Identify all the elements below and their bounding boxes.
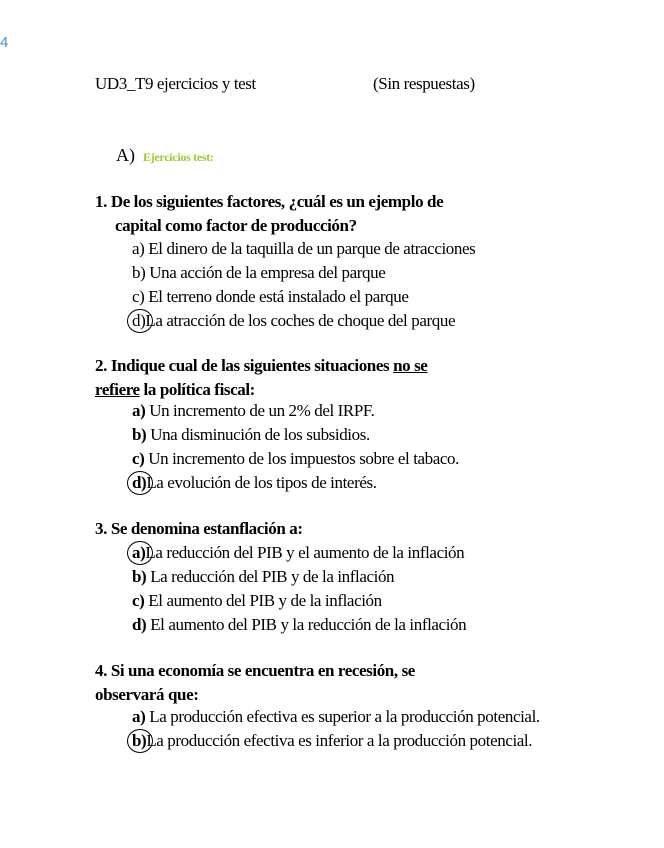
question-text: Si una economía se encuentra en recesión, se bbox=[110, 661, 415, 680]
option-letter: d) bbox=[132, 615, 147, 634]
option-text: El terreno donde está instalado el parque bbox=[148, 287, 409, 306]
option-letter: b) bbox=[132, 567, 147, 586]
question-number: 3. bbox=[95, 519, 107, 538]
option-3a[interactable] bbox=[132, 541, 582, 565]
option-letter: c) bbox=[132, 449, 145, 468]
option-text: Un incremento de un 2% del IRPF. bbox=[149, 401, 375, 420]
option-text: El aumento del PIB y la reducción de la inflación bbox=[150, 615, 467, 634]
option-letter: a) bbox=[132, 543, 146, 562]
question-3 bbox=[95, 517, 575, 541]
page-number: 4 bbox=[0, 34, 9, 51]
option-letter: c) bbox=[132, 287, 145, 306]
option-letter: a) bbox=[132, 707, 146, 726]
question-text-cont: capital como factor de producción? bbox=[115, 216, 357, 235]
option-text: La evolución de los tipos de interés. bbox=[146, 473, 377, 492]
option-text: La atracción de los coches de choque del parque bbox=[145, 311, 456, 330]
option-text: La producción efectiva es superior a la producción potencial. bbox=[149, 707, 540, 726]
document-header bbox=[95, 74, 475, 94]
option-text: La reducción del PIB y el aumento de la inflación bbox=[145, 543, 465, 562]
answer-circle-mark bbox=[127, 541, 153, 565]
options-q3 bbox=[132, 541, 582, 637]
option-letter: b) bbox=[132, 263, 146, 282]
option-text: El aumento del PIB y de la inflación bbox=[148, 591, 382, 610]
answer-circle-mark bbox=[127, 729, 153, 753]
question-text: Indique cual de las siguientes situaciones bbox=[110, 356, 394, 375]
question-text: De los siguientes factores, ¿cuál es un ejemplo de bbox=[110, 192, 444, 211]
question-underlined-2: refiere bbox=[95, 380, 140, 399]
option-letter: d) bbox=[132, 311, 146, 330]
question-1 bbox=[95, 190, 575, 238]
option-1a[interactable] bbox=[132, 237, 582, 261]
question-text-end: la política fiscal: bbox=[139, 380, 255, 399]
option-2d[interactable] bbox=[132, 471, 582, 495]
options-q1 bbox=[132, 237, 582, 333]
option-4a[interactable] bbox=[132, 705, 582, 729]
option-letter: b) bbox=[132, 731, 147, 750]
question-text: Se denomina estanflación a: bbox=[110, 519, 303, 538]
option-text: Una disminución de los subsidios. bbox=[150, 425, 370, 444]
answer-circle-mark bbox=[127, 309, 153, 333]
question-underlined: no se bbox=[393, 356, 428, 375]
option-text: Un incremento de los impuestos sobre el tabaco. bbox=[148, 449, 460, 468]
question-2 bbox=[95, 354, 575, 402]
option-text: Una acción de la empresa del parque bbox=[149, 263, 386, 282]
section-letter: A) bbox=[116, 145, 135, 165]
question-number: 2. bbox=[95, 356, 107, 375]
option-2c[interactable] bbox=[132, 447, 582, 471]
option-letter: c) bbox=[132, 591, 145, 610]
option-2a[interactable] bbox=[132, 399, 582, 423]
option-text: La producción efectiva es inferior a la producción potencial. bbox=[146, 731, 533, 750]
option-3d[interactable] bbox=[132, 613, 582, 637]
question-4 bbox=[95, 659, 575, 707]
option-letter: d) bbox=[132, 473, 147, 492]
header-title: UD3_T9 ejercicios y test bbox=[95, 74, 256, 93]
header-subtitle: (Sin respuestas) bbox=[373, 74, 475, 93]
option-text: El dinero de la taquilla de un parque de atracciones bbox=[148, 239, 476, 258]
option-2b[interactable] bbox=[132, 423, 582, 447]
question-text-cont: observará que: bbox=[95, 685, 199, 704]
options-q2 bbox=[132, 399, 582, 495]
option-4b[interactable] bbox=[132, 729, 582, 753]
question-number: 1. bbox=[95, 192, 107, 211]
section-heading bbox=[116, 145, 214, 166]
options-q4 bbox=[132, 705, 582, 753]
answer-circle-mark bbox=[127, 471, 153, 495]
option-1d[interactable] bbox=[132, 309, 582, 333]
option-3c[interactable] bbox=[132, 589, 582, 613]
section-title: Ejercicios test: bbox=[143, 150, 214, 164]
option-letter: b) bbox=[132, 425, 147, 444]
option-letter: a) bbox=[132, 239, 145, 258]
option-1b[interactable] bbox=[132, 261, 582, 285]
option-letter: a) bbox=[132, 401, 146, 420]
question-number: 4. bbox=[95, 661, 107, 680]
option-3b[interactable] bbox=[132, 565, 582, 589]
option-1c[interactable] bbox=[132, 285, 582, 309]
option-text: La reducción del PIB y de la inflación bbox=[150, 567, 395, 586]
